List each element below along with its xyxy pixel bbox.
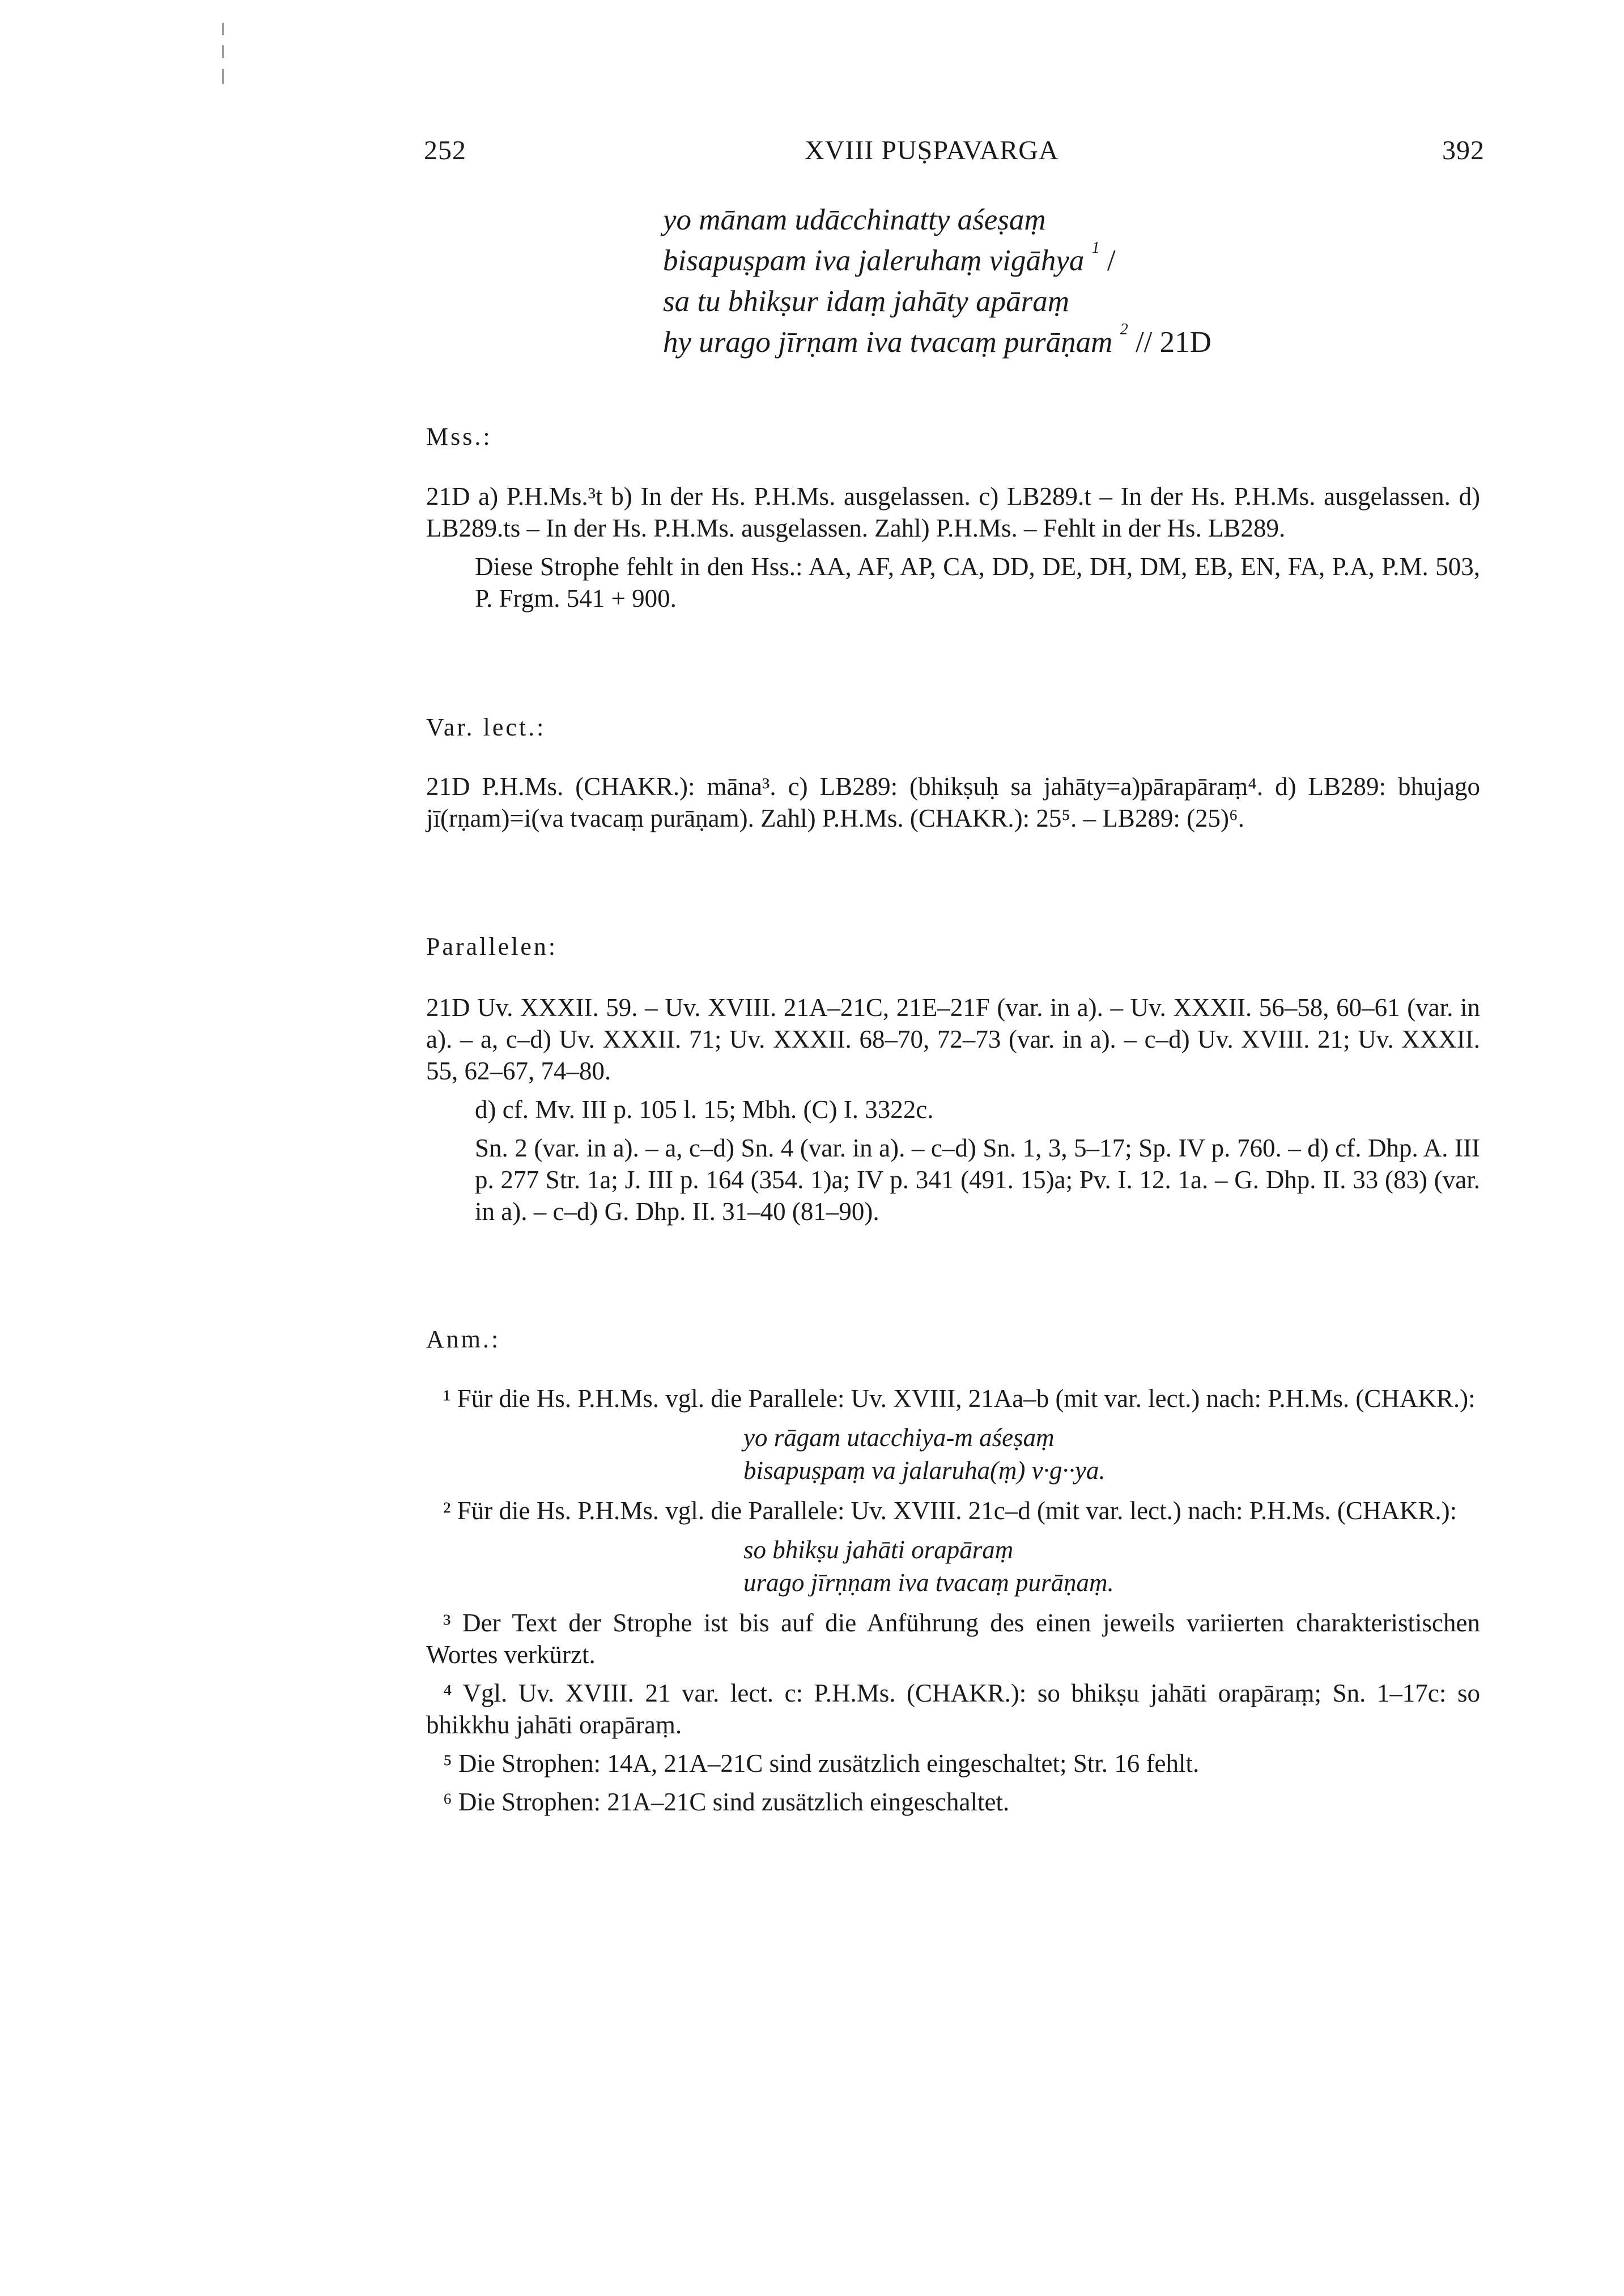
verse-line-4-text: hy urago jīrṇam iva tvacaṃ purāṇam [663,326,1113,359]
verse-line-2-text: bisapuṣpam iva jaleruhaṃ vigāhya [663,244,1085,277]
footnote-2: ² Für die Hs. P.H.Ms. vgl. die Parallele: Uv. XVIII. 21c–d (mit var. lect.) nach: P.H.Ms. (CHAKR.): [443,1496,1457,1525]
footnote-1-quote-line-1: yo rāgam utacchiya-m aśeṣaṃ [743,1423,1055,1452]
anm-heading: Anm.: [426,1325,501,1353]
footnote-6: ⁶ Die Strophen: 21A–21C sind zusätzlich eingeschaltet. [443,1788,1010,1816]
varlect-paragraph-1: 21D P.H.Ms. (CHAKR.): māna³. c) LB289: (bhikṣuḥ sa jahāty=a)pārapāraṃ⁴. d) LB289: bhujago jī(rṇam)=i(va tvacaṃ purāṇam). Zahl) P.H.Ms. (CHAKR.): 25⁵. – LB289: (25)⁶. [426,772,1480,832]
parallelen-section [426,992,1480,1234]
footnote-1-quote-line-2: bisapuṣpaṃ va jalaruha(ṃ) v·g··ya. [743,1456,1106,1485]
scan-margin-marks [222,23,226,85]
mss-section [426,481,1480,621]
varlect-heading: Var. lect.: [426,713,546,741]
footnote-5: ⁵ Die Strophen: 14A, 21A–21C sind zusätzlich eingeschaltet; Str. 16 fehlt. [443,1749,1200,1778]
verse-block [663,199,1211,363]
verse-line-4 [663,322,1211,363]
running-title: XVIII PUṢPAVARGA [805,135,1059,165]
mss-paragraph-2: Diese Strophe fehlt in den Hss.: AA, AF, AP, CA, DD, DE, DH, DM, EB, EN, FA, P.A, P.M. 503, P. Frgm. 541 + 900. [475,552,1480,613]
verse-line-2-end: / [1099,244,1116,277]
footnote-2-quote-line-2: urago jīrṇṇam iva tvacaṃ purāṇaṃ. [743,1568,1114,1597]
footnote-ref-2: 2 [1120,321,1128,338]
parallelen-paragraph-2: d) cf. Mv. III p. 105 l. 15; Mbh. (C) I. 3322c. [475,1095,934,1124]
verse-line-2 [663,240,1211,281]
page-number-right: 392 [1442,135,1485,165]
footnote-1-quote [426,1421,1480,1487]
parallelen-paragraph-3: Sn. 2 (var. in a). – a, c–d) Sn. 4 (var. in a). – c–d) Sn. 1, 3, 5–17; Sp. IV p. 760. – d) cf. Dhp. A. III p. 277 Str. 1a; J. III p. 164 (354. 1)a; IV p. 341 (491. 15)a; Pv. I. 12. 1a. – G. Dhp. II. 33 (83) (var. in a). – c–d) G. Dhp. II. 31–40 (81–90). [475,1134,1480,1226]
footnote-2-quote-line-1: so bhikṣu jahāti orapāraṃ [743,1536,1014,1564]
footnote-2-quote [426,1533,1480,1599]
mss-paragraph-1: 21D a) P.H.Ms.³t b) In der Hs. P.H.Ms. ausgelassen. c) LB289.t – In der Hs. P.H.Ms. ausgelassen. d) LB289.ts – In der Hs. P.H.Ms. ausgelassen. Zahl) P.H.Ms. – Fehlt in der Hs. LB289. [426,482,1480,542]
varlect-section [426,771,1480,841]
footnote-4: ⁴ Vgl. Uv. XVIII. 21 var. lect. c: P.H.Ms. (CHAKR.): so bhikṣu jahāti orapāraṃ; Sn. 1–17c: so bhikkhu jahāti orapāraṃ. [426,1679,1480,1739]
parallelen-heading: Parallelen: [426,933,558,960]
page-number-left: 252 [424,135,466,165]
footnote-1: ¹ Für die Hs. P.H.Ms. vgl. die Parallele: Uv. XVIII, 21Aa–b (mit var. lect.) nach: P.H.Ms. (CHAKR.): [443,1384,1476,1413]
footnote-3: ³ Der Text der Strophe ist bis auf die Anführung des einen jeweils variierten charakteristischen Wortes verkürzt. [426,1609,1480,1669]
verse-line-4-end: // 21D [1128,326,1211,359]
verse-line-3: sa tu bhikṣur idaṃ jahāty apāraṃ [663,285,1069,318]
mss-heading: Mss.: [426,423,492,450]
parallelen-paragraph-1: 21D Uv. XXXII. 59. – Uv. XVIII. 21A–21C, 21E–21F (var. in a). – Uv. XXXII. 56–58, 60–61 (var. in a). – a, c–d) Uv. XXXII. 71; Uv. XXXII. 68–70, 72–73 (var. in a). – c–d) Uv. XVIII. 21; Uv. XXXII. 55, 62–67, 74–80. [426,993,1480,1085]
anm-section [426,1383,1480,1825]
verse-line-1: yo mānam udācchinatty aśeṣaṃ [663,203,1046,236]
footnote-ref-1: 1 [1091,239,1100,257]
